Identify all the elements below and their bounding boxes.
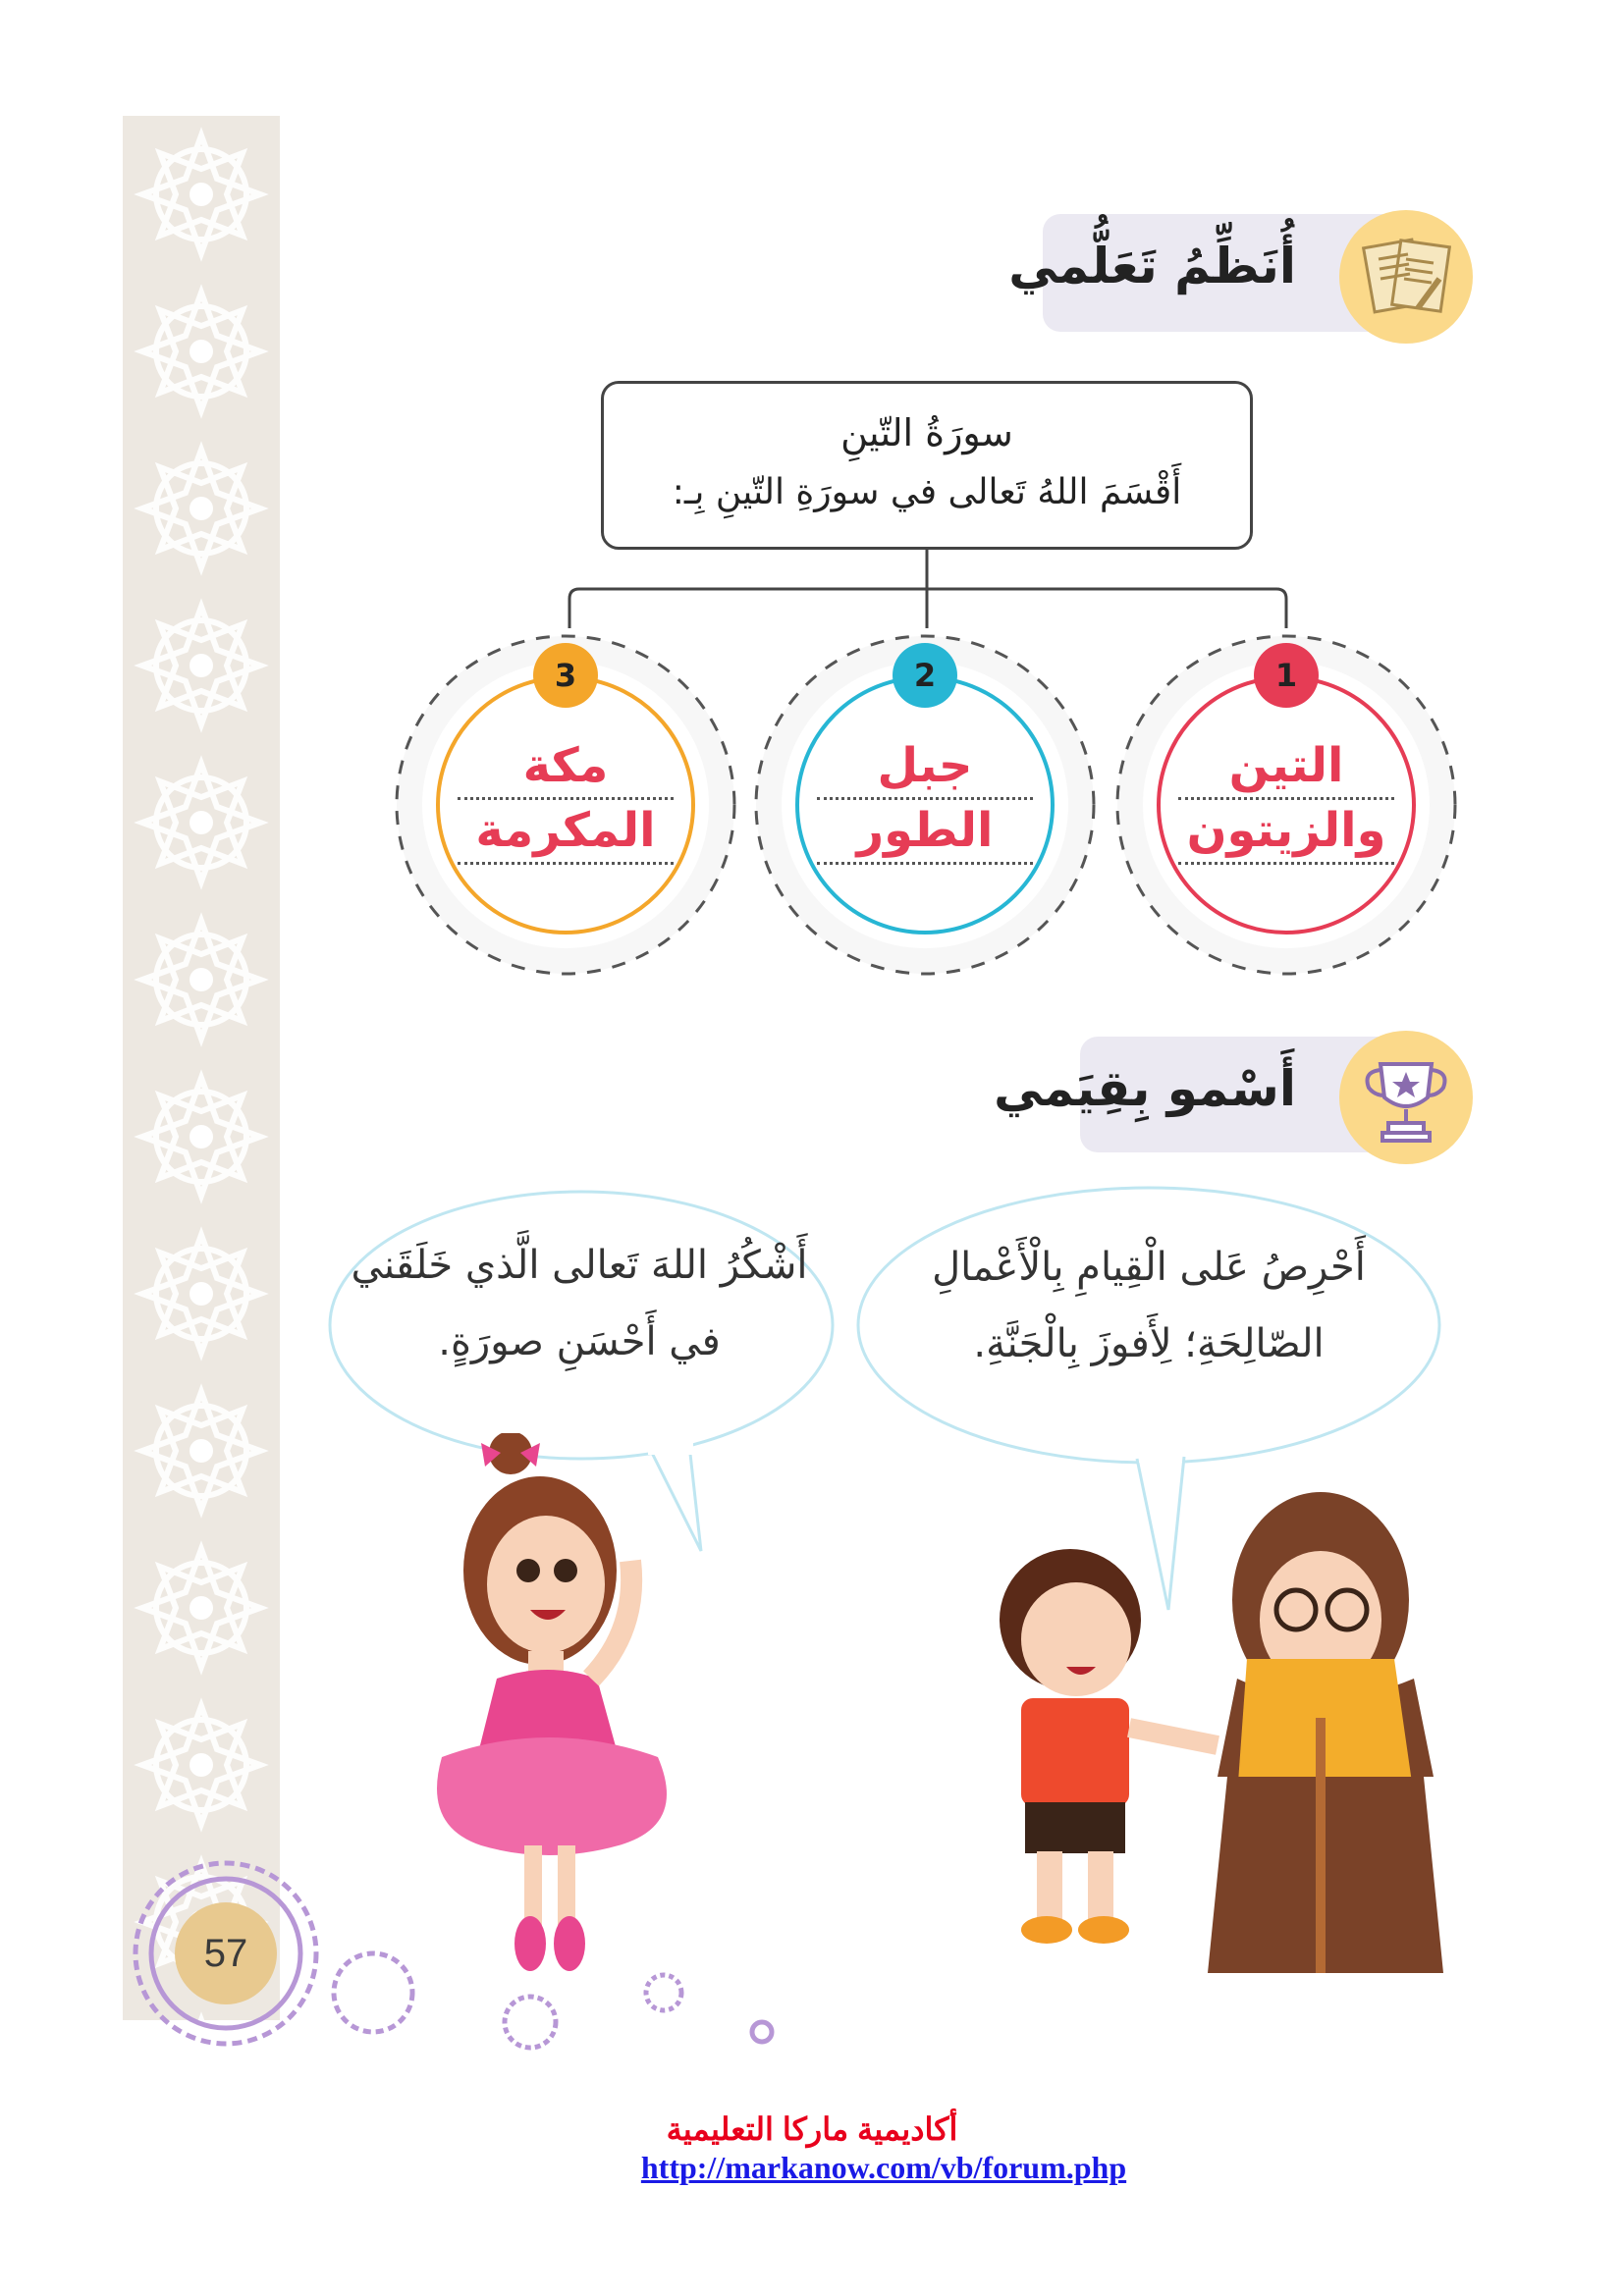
page-number: 57 bbox=[203, 1932, 248, 1975]
item-1-line1: التين bbox=[1228, 738, 1344, 793]
trophy-icon bbox=[1339, 1031, 1473, 1164]
item-1-dotline1 bbox=[1178, 797, 1394, 800]
arabesque-pattern bbox=[123, 116, 280, 2020]
item-3-dotline2 bbox=[458, 862, 674, 865]
item-1-dotline2 bbox=[1178, 862, 1394, 865]
section-title-organize: أُنَظِّمُ تَعَلُّمي bbox=[1008, 238, 1296, 294]
item-2-line1: جبل bbox=[877, 738, 973, 793]
surah-question: أَقْسَمَ اللهُ تَعالى في سورَةِ التّينِ بِـ: bbox=[672, 472, 1182, 512]
item-number-1: 1 bbox=[1254, 643, 1319, 708]
item-1-line2: والزيتون bbox=[1186, 803, 1386, 858]
section-title-values: أَسْمو بِقِيَمي bbox=[994, 1060, 1296, 1117]
item-2-dotline2 bbox=[817, 862, 1033, 865]
bubble-left-line2: في أَحْسَنِ صورَةٍ. bbox=[438, 1319, 721, 1364]
item-2-line2: الطور bbox=[856, 803, 994, 858]
item-number-3: 3 bbox=[533, 643, 598, 708]
surah-title: سورَةُ التّينِ bbox=[840, 411, 1013, 454]
item-2-dotline1 bbox=[817, 797, 1033, 800]
item-3-dotline1 bbox=[458, 797, 674, 800]
bubble-left-line1: أَشْكُرُ اللهَ تَعالى الَّذي خَلَقَني bbox=[351, 1243, 808, 1288]
item-number-2: 2 bbox=[893, 643, 957, 708]
item-3-line2: المكرمة bbox=[475, 803, 656, 858]
footer-academy-name: أكاديمية ماركا التعليمية bbox=[666, 2111, 958, 2147]
boy-grandmother-illustration bbox=[982, 1482, 1453, 1993]
footer-url-link[interactable]: http://markanow.com/vb/forum.php bbox=[640, 2150, 1127, 2185]
notes-pencil-icon bbox=[1339, 210, 1473, 344]
bubble-right-line1: أَحْرِصُ عَلى الْقِيامِ بِالْأَعْمالِ bbox=[932, 1245, 1366, 1290]
item-3-line1: مكة bbox=[522, 738, 609, 793]
surah-box bbox=[601, 381, 1253, 550]
decorative-strip bbox=[123, 116, 280, 2020]
bubble-right-line2: الصّالِحَةِ؛ لِأَفوزَ بِالْجَنَّةِ. bbox=[973, 1321, 1325, 1366]
